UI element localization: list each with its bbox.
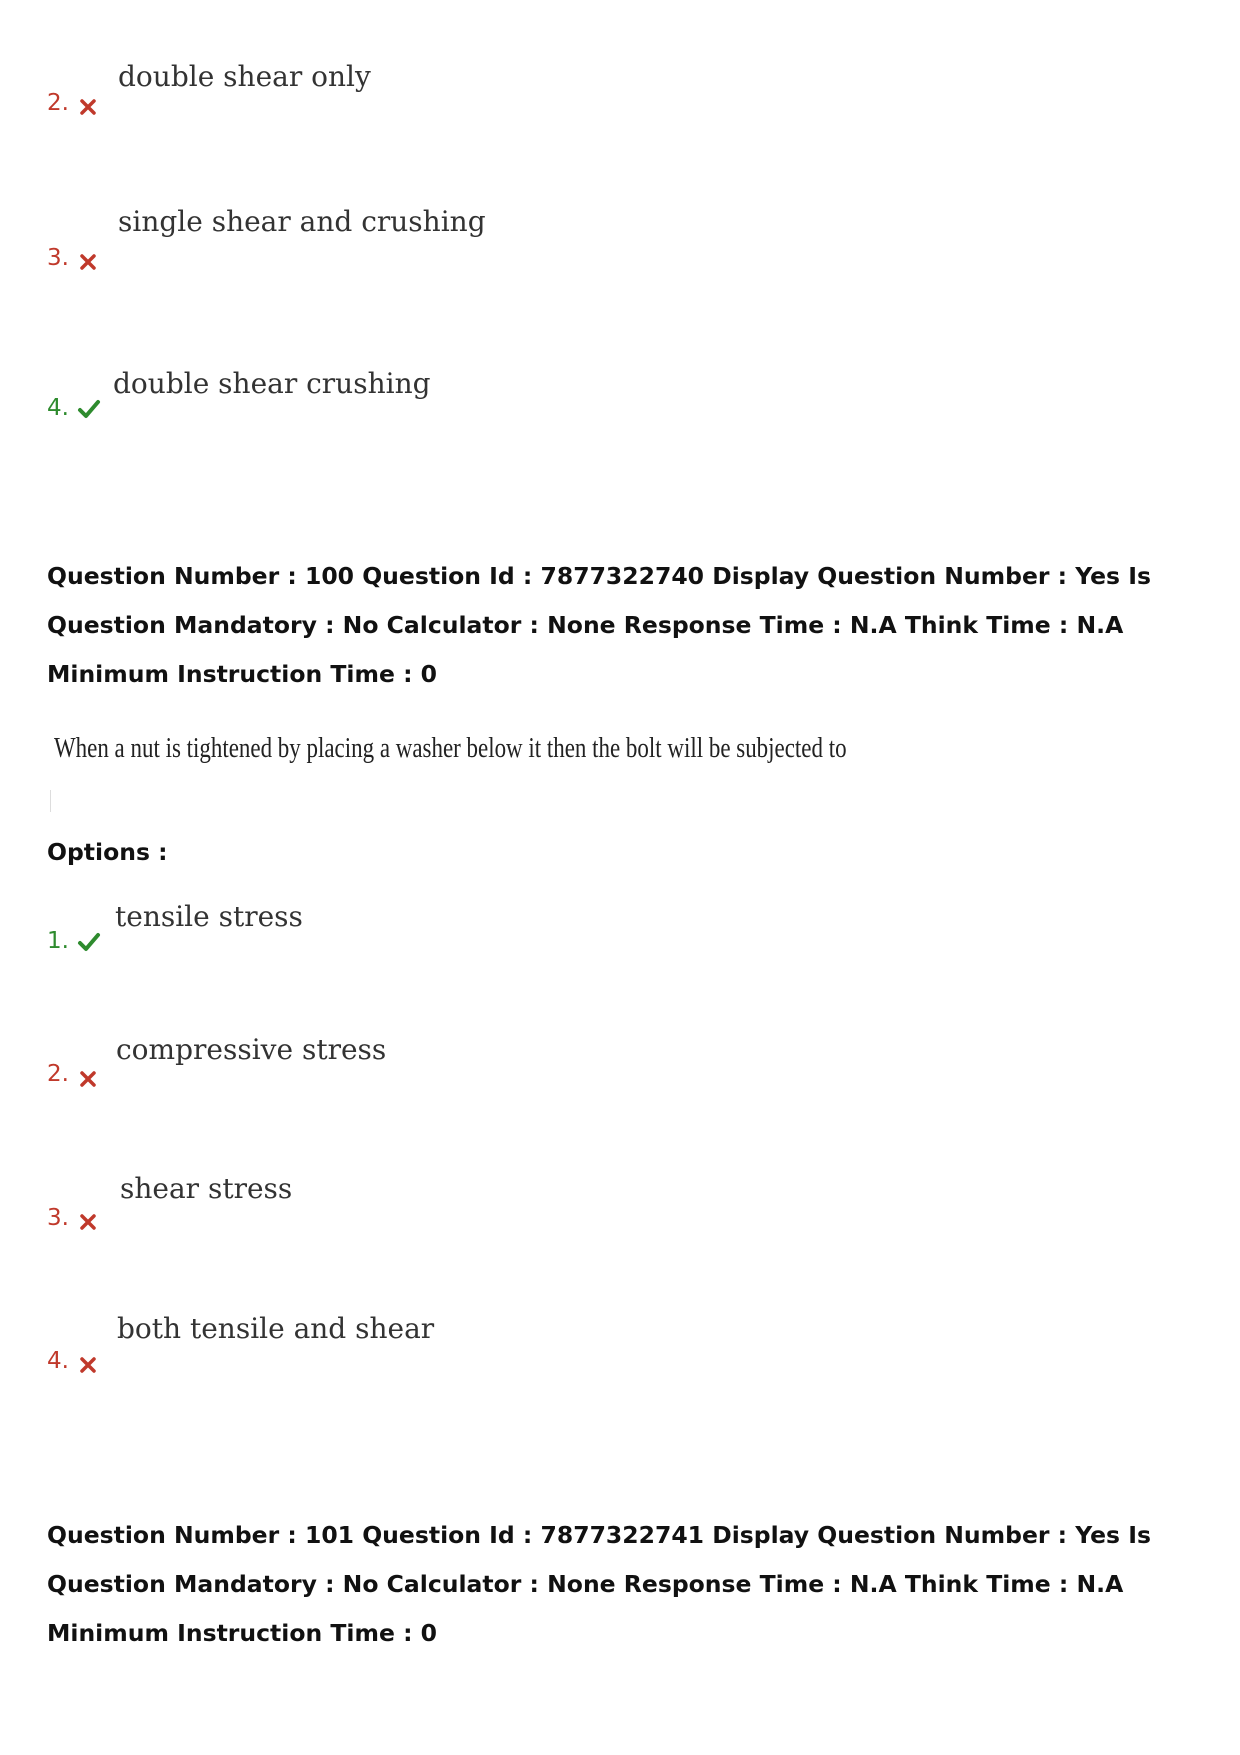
options-label: Options : xyxy=(47,838,168,866)
question-header: Question Number : 100 Question Id : 7877322740 Display Question Number : Yes Is Question Mandatory : No Calculator : None Response Time : N.A Think Time : N.A Minimum Instruction Time : 0 xyxy=(47,562,1151,688)
option-text: shear stress xyxy=(120,1172,293,1205)
option-number: 2. xyxy=(47,90,69,116)
option-item xyxy=(0,367,1240,447)
option-item xyxy=(0,1033,1240,1113)
cross-icon xyxy=(78,1355,98,1375)
text-cursor xyxy=(50,790,51,812)
question-header: Question Number : 101 Question Id : 7877322741 Display Question Number : Yes Is Question Mandatory : No Calculator : None Response Time : N.A Think Time : N.A Minimum Instruction Time : 0 xyxy=(47,1521,1151,1647)
cross-icon xyxy=(78,97,98,117)
option-item xyxy=(0,900,1240,980)
cross-icon xyxy=(78,1212,98,1232)
option-text: tensile stress xyxy=(115,900,303,933)
cross-icon xyxy=(78,1069,98,1089)
option-text: double shear crushing xyxy=(113,367,431,400)
option-item xyxy=(0,1172,1240,1252)
checkmark-icon xyxy=(77,399,101,419)
option-number: 4. xyxy=(47,1348,69,1374)
option-text: double shear only xyxy=(118,60,371,93)
question-text: When a nut is tightened by placing a washer below it then the bolt will be subjected to xyxy=(54,733,847,764)
option-text: both tensile and shear xyxy=(117,1312,435,1345)
option-text: compressive stress xyxy=(116,1033,387,1066)
cross-icon xyxy=(78,252,98,272)
checkmark-icon xyxy=(77,932,101,952)
option-item xyxy=(0,60,1240,140)
option-number: 3. xyxy=(47,1205,69,1231)
option-number: 2. xyxy=(47,1061,69,1087)
option-number: 3. xyxy=(47,245,69,271)
option-item xyxy=(0,1312,1240,1392)
option-number: 1. xyxy=(47,928,69,954)
option-number: 4. xyxy=(47,395,69,421)
option-item xyxy=(0,205,1240,285)
option-text: single shear and crushing xyxy=(118,205,486,238)
